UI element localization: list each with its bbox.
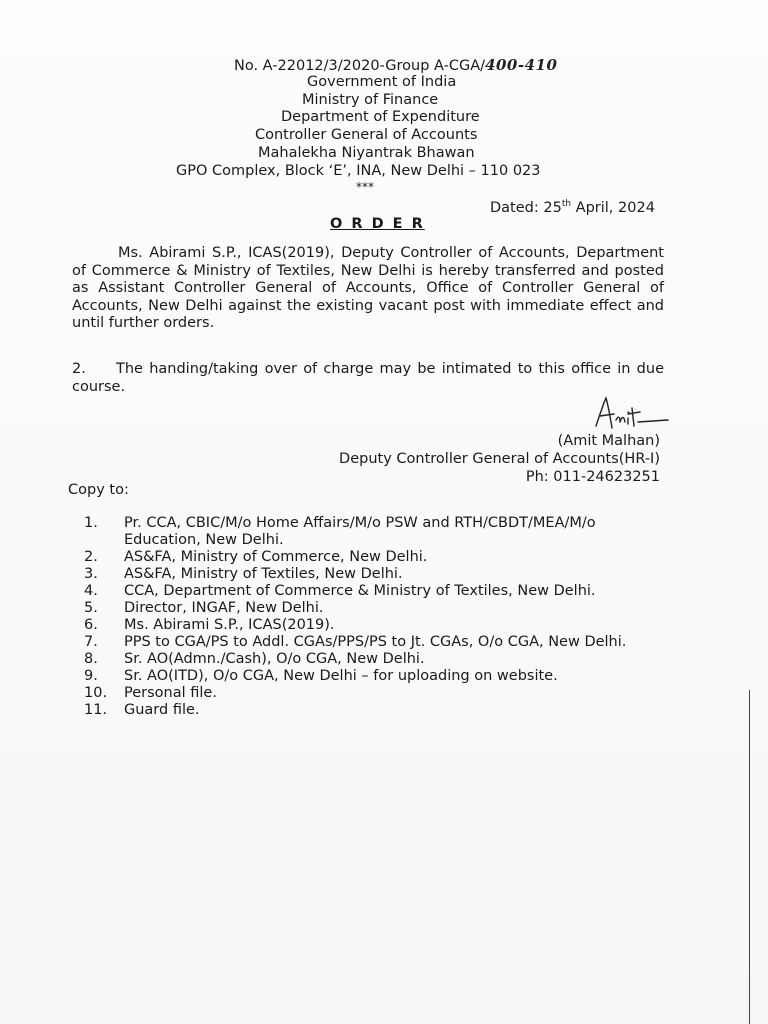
list-item — [84, 702, 664, 719]
signatory-name: (Amit Malhan) — [557, 433, 660, 449]
list-text: CCA, Department of Commerce & Ministry of Textiles, New Delhi. — [124, 583, 596, 599]
list-text: Guard file. — [124, 702, 200, 718]
list-text: Director, INGAF, New Delhi. — [124, 600, 324, 616]
list-text: Personal file. — [124, 685, 217, 701]
list-number: 4. — [84, 583, 98, 599]
list-item — [84, 685, 664, 702]
signatory-designation: Deputy Controller General of Accounts(HR-I) — [339, 451, 660, 467]
list-item — [84, 668, 664, 685]
header-line-government: Government of India — [307, 74, 457, 90]
list-item — [84, 566, 664, 583]
paragraph-1-text: Ms. Abirami S.P., ICAS(2019), Deputy Controller of Accounts, Department of Commerce & Ministry of Textiles, New Delhi is hereby transferred and posted as Assistant Controller General of Accounts, Office of Controller General of Accounts, New Delhi against the existing vacant post with immediate effect and until further orders. — [72, 245, 664, 331]
date-suffix: April, 2024 — [571, 199, 655, 216]
list-text: AS&FA, Ministry of Textiles, New Delhi. — [124, 566, 403, 582]
list-item — [84, 651, 664, 668]
page-edge-line — [749, 690, 750, 1024]
list-item — [84, 549, 664, 566]
list-number: 5. — [84, 600, 98, 616]
date-prefix: Dated: 25 — [490, 199, 562, 216]
list-number: 7. — [84, 634, 98, 650]
list-text: Ms. Abirami S.P., ICAS(2019). — [124, 617, 335, 633]
list-text: AS&FA, Ministry of Commerce, New Delhi. — [124, 549, 428, 565]
order-paragraph-1 — [72, 245, 664, 333]
paragraph-2-number: 2. — [72, 361, 86, 377]
list-number: 9. — [84, 668, 98, 684]
header-line-address: GPO Complex, Block ‘E’, INA, New Delhi – 110 023 — [176, 163, 541, 179]
list-number: 8. — [84, 651, 98, 667]
list-item — [84, 634, 664, 651]
order-paragraph-2 — [72, 361, 664, 396]
date-sup: th — [561, 199, 572, 209]
paragraph-2-text: The handing/taking over of charge may be intimated to this office in due course. — [72, 361, 664, 395]
header-line-bhawan: Mahalekha Niyantrak Bhawan — [258, 145, 475, 161]
list-number: 10. — [84, 685, 108, 701]
reference-printed: No. A-22012/3/2020-Group A-CGA/ — [234, 58, 486, 74]
header-separator: *** — [356, 180, 374, 194]
header-line-department: Department of Expenditure — [281, 109, 480, 125]
reference-number — [234, 56, 557, 74]
list-number: 3. — [84, 566, 98, 582]
list-item — [84, 515, 664, 549]
header-line-ministry: Ministry of Finance — [302, 92, 439, 108]
copy-to-label: Copy to: — [68, 482, 129, 498]
order-date — [490, 199, 655, 216]
list-item — [84, 583, 664, 600]
copy-to-list — [84, 515, 664, 719]
signatory-phone: Ph: 011-24623251 — [525, 469, 660, 485]
list-number: 11. — [84, 702, 108, 718]
list-text: Pr. CCA, CBIC/M/o Home Affairs/M/o PSW and RTH/CBDT/MEA/M/o Education, New Delhi. — [124, 515, 596, 548]
list-text: PPS to CGA/PS to Addl. CGAs/PPS/PS to Jt. CGAs, O/o CGA, New Delhi. — [124, 634, 627, 650]
order-title: O R D E R — [330, 216, 425, 232]
list-number: 6. — [84, 617, 98, 633]
header-line-cga: Controller General of Accounts — [255, 127, 478, 143]
list-number: 2. — [84, 549, 98, 565]
list-number: 1. — [84, 515, 98, 531]
list-item — [84, 617, 664, 634]
handwritten-signature — [592, 394, 672, 434]
reference-handwritten: 400-410 — [485, 56, 558, 74]
list-text: Sr. AO(ITD), O/o CGA, New Delhi – for uploading on website. — [124, 668, 558, 684]
list-item — [84, 600, 664, 617]
list-text: Sr. AO(Admn./Cash), O/o CGA, New Delhi. — [124, 651, 425, 667]
